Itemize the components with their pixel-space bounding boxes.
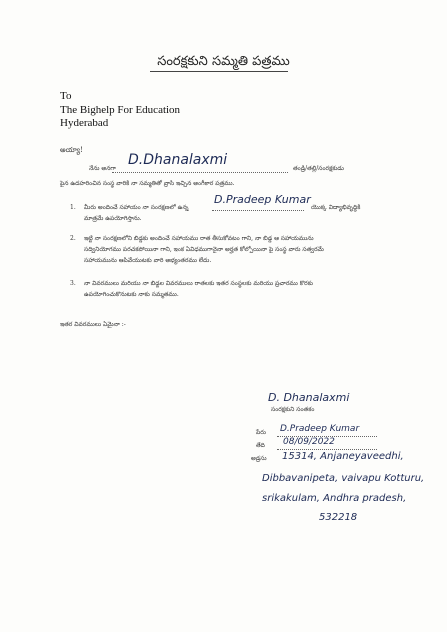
- guardian-signature: D. Dhanalaxmi: [268, 391, 350, 404]
- student-name-handwritten: D.Pradeep Kumar: [214, 193, 311, 206]
- other-details-label: ఇతర వివరములు ఏమైనా :-: [60, 321, 126, 328]
- address-line-3: srikakulam, Andhra pradesh,: [262, 493, 407, 504]
- student-name-line: [212, 210, 304, 211]
- address-line-2: Dibbavanipeta, vaivapu Kotturu,: [262, 473, 425, 484]
- address-city: Hyderabad: [60, 117, 109, 129]
- intro-relation: తండ్రి/తల్లి/సంరక్షకుడు: [293, 165, 344, 172]
- intro-name-line: [112, 172, 288, 173]
- item-1-pre: మీరు అందించే సహాయం నా సంరక్షణలో ఉన్న: [84, 204, 189, 211]
- item-3-line2: ఉపయోగించుకొనుటకు నాకు సమ్మతము.: [84, 291, 179, 298]
- item-2-number: 2.: [70, 235, 76, 242]
- date-line: [277, 449, 377, 450]
- item-3-line1: నా వివరములు మరియు నా బిడ్డల వివరములు రాతలకు ఇతర సంస్థలకు మరియు ప్రచారము కొరకు: [84, 280, 313, 287]
- address-line-1: 15314, Anjaneyaveedhi,: [282, 451, 404, 462]
- intro-prefix: నేను అనగా: [89, 165, 116, 172]
- address-org: The Bighelp For Education: [60, 104, 181, 116]
- item-2-line3: సహాయమును ఆపివేయుటకు వారి అభ్యంతరము లేదు.: [84, 257, 212, 264]
- signature-label: సంరక్షకుని సంతకం: [271, 406, 315, 413]
- item-1-line2: మాత్రమే ఉపయోగిస్తాను.: [84, 215, 142, 222]
- title-underline: [150, 71, 288, 72]
- name-handwritten: D.Pradeep Kumar: [280, 424, 360, 434]
- item-2-line1: ఇట్టి నా సంరక్షణలోని బిడ్డకు అందించే సహాయము రాత తీసుకోవటం గాని, నా బిడ్డ ఆ సహాయమును: [84, 235, 314, 242]
- letter-title: సంరక్షకుని సమ్మతి పత్రము: [157, 54, 290, 69]
- address-to: To: [60, 90, 72, 102]
- date-handwritten: 08/09/2022: [283, 437, 335, 447]
- item-1-post: యొక్క విద్యాభివృద్ధికి: [311, 204, 361, 211]
- address-label: అడ్రసు: [251, 455, 267, 462]
- salutation: అయ్యా!: [60, 146, 83, 154]
- item-2-line2: సద్వినియోగము పరచకపోయినా గాని, ఇంక ఏవిధముగానైనా అర్హత కోల్పోయినా పై సంస్థ వారు సత్వరమే: [84, 246, 324, 253]
- item-1-number: 1.: [70, 204, 76, 211]
- guardian-name-handwritten: D.Dhanalaxmi: [128, 152, 228, 168]
- date-label: తేది: [256, 442, 265, 449]
- name-label: పేరు: [256, 429, 266, 436]
- intro-line2: పైన ఉదహరించిన సంస్థ వారికి నా సమ్మతితో వ్రాసి ఇచ్చిన అంగీకార పత్రము.: [60, 180, 235, 187]
- address-line-4: 532218: [319, 512, 358, 523]
- item-3-number: 3.: [70, 280, 76, 287]
